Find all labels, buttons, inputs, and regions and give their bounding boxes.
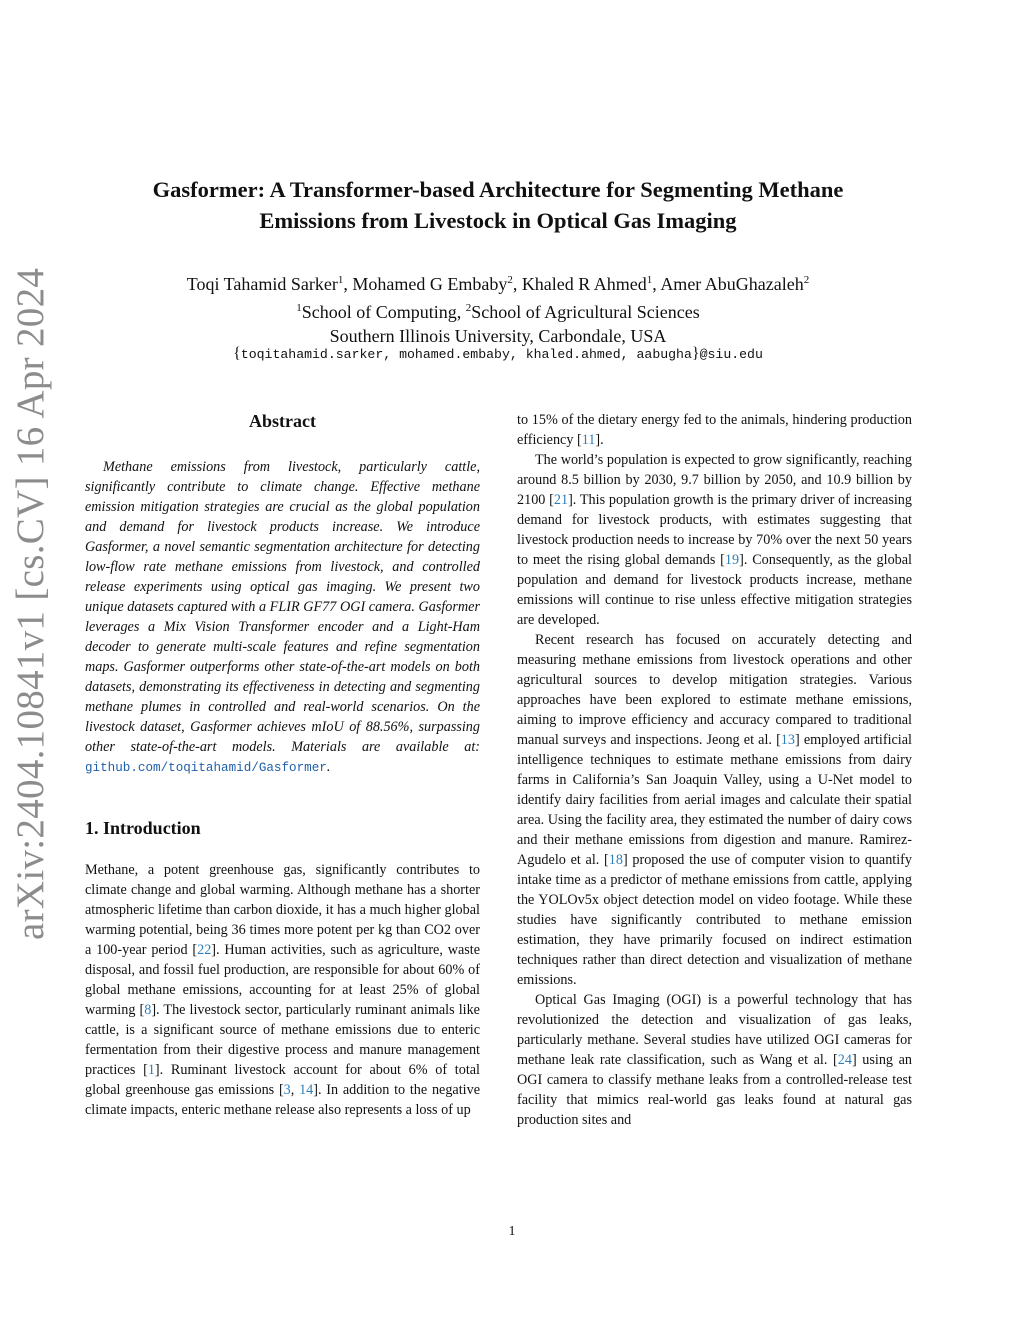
citation-link[interactable]: 19 [724,552,740,568]
text-run: , [290,1082,300,1098]
email-brace-open: { [233,345,241,362]
author-separator: , [512,274,522,294]
email-brace-close: } [691,345,700,362]
citation-link[interactable]: 18 [608,852,623,868]
author-name: Mohamed G Embaby [352,274,508,294]
title-line-1: Gasformer: A Transformer-based Architecture for Segmenting Methane [152,177,844,202]
text-run: ]. This population growth is the primary driver of increasing demand for livestock products, with estimates suggesting that livestock production needs to increase by 70% over the next 50 years to meet the rising global demands [ [517,492,912,568]
affiliation-marker: 2 [507,274,513,286]
text-run: Recent research has focused on accurately detecting and measuring methane emissions from livestock operations and other agricultural sources to develop mitigation strategies. Various approaches have been explored to estimate methane emissions, aiming to improve efficiency and accuracy compared to traditional manual surveys and inspections. Jeong et al. [ [517,632,912,748]
email-list: toqitahamid.sarker, mohamed.embaby, khaled.ahmed, aabugha [240,347,692,362]
author-block [88,268,908,348]
author-list [88,268,908,296]
affiliation-marker: 2 [803,274,810,286]
text-run: Methane, a potent greenhouse gas, significantly contributes to climate change and global warming. Although methane has a shorter atmospheric lifetime than carbon dioxide, it has a much higher global warming potential, being 36 times more potent per kg than CO2 over a 100-year period [ [85,862,480,958]
text-run: ]. In addition to the negative climate impacts, enteric methane release also represents a loss of up [85,1082,481,1118]
population-paragraph [517,450,912,630]
abstract-text [85,457,480,778]
page-number: 1 [508,1224,516,1239]
title-line-2: Emissions from Livestock in Optical Gas Imaging [259,208,737,233]
text-run: ] proposed the use of computer vision to quantify intake time as a predictor of methane emissions from cattle, applying the YOLOv5x object detection model on video footage. While these studies have significantly contributed to methane emission estimation, they have primarily focused on indirect estimation techniques rather than direct detection and visualization of methane emissions. [517,852,912,988]
left-column [85,408,480,1120]
text-run: ]. Human activities, such as agriculture, waste disposal, and fossil fuel production, are responsible for about 60% of global methane emissions, accounting for at least 25% of global warming [ [85,942,481,1018]
affiliation-school: School of Agricultural Sciences [471,302,700,322]
author-separator: , [652,274,661,294]
author-name: Khaled R Ahmed [521,274,647,294]
abstract-heading: Abstract [249,411,316,431]
continued-paragraph [517,410,912,450]
text-run: Optical Gas Imaging (OGI) is a powerful technology that has revolutionized the detection and visualization of gas leaks, particularly methane. Several studies have utilized OGI cameras for methane leak rate classification, such as Wang et al. [ [517,992,912,1068]
abstract-body-text: Methane emissions from livestock, particularly cattle, significantly contribute to climate change. Effective methane emission mitigation strategies are crucial as the global population and demand for livestock products increase. We introduce Gasformer, a novel semantic segmentation architecture for detecting low-flow rate methane emissions from livestock, and controlled release experiments using optical gas imaging. We present two unique datasets captured with a FLIR GF77 OGI camera. Gasformer leverages a Mix Vision Transformer encoder and a Light-Ham decoder to generate multi-scale features and refine segmentation maps. Gasformer outperforms other state-of-the-art models on both datasets, demonstrating its effectiveness in detecting and segmenting methane plumes in controlled and real-world scenarios. On the livestock dataset, Gasformer achieves mIoU of 88.56%, surpassing other state-of-the-art models. Materials are available at: [85,459,480,755]
text-run: The world’s population is expected to grow significantly, reaching around 8.5 billion by 2030, 9.7 billion by 2050, and 10.9 billion by 2100 [ [517,452,912,508]
email-domain: @siu.edu [699,347,763,362]
paper-title [88,174,908,236]
author-name: Toqi Tahamid Sarker [186,274,338,294]
author-separator: , [343,274,353,294]
citation-link[interactable]: 8 [144,1002,152,1018]
citation-link[interactable]: 1 [147,1062,155,1078]
citation-link[interactable]: 13 [780,732,795,748]
affiliation-university: Southern Illinois University, Carbondale, USA [329,326,667,346]
ogi-paragraph [517,990,912,1130]
section-heading-introduction: 1. Introduction [85,818,201,838]
research-paragraph [517,630,912,990]
citation-link[interactable]: 24 [837,1052,852,1068]
abstract-end-punct: . [326,759,331,775]
author-emails [88,345,908,364]
affiliation-marker: 1 [337,274,344,286]
citation-link[interactable]: 22 [197,942,212,958]
text-run: ] using an OGI camera to classify methane leaks from a controlled-release test facility that mimics real-world gas leaks found at natural gas production sites and [517,1052,912,1128]
affiliation-marker: 1 [296,302,302,314]
github-link[interactable]: github.com/toqitahamid/Gasformer [85,761,327,775]
intro-paragraph [85,860,480,1120]
text-run: to 15% of the dietary energy fed to the animals, hindering production efficiency [ [517,412,912,448]
affiliation-marker: 1 [646,274,653,286]
text-run: ] employed artificial intelligence techniques to estimate methane emissions from dairy farms in California’s San Joaquin Valley, using a U-Net model to identify dairy facilities from aerial images and calculate their spatial area. Using the facility area, they estimated the number of dairy cows and their methane emissions from digestion and manure. Ramirez-Agudelo et al. [ [517,732,912,868]
citation-link[interactable]: 11 [581,432,596,448]
text-run: ]. The livestock sector, particularly ruminant animals like cattle, is a significant source of methane emissions due to enteric fermentation from their digestive process and manure management practices [ [85,1002,480,1078]
affiliation-marker: 2 [465,302,472,314]
arxiv-identifier-stamp: arXiv:2404.10841v1 [cs.CV] 16 Apr 2024 [9,267,52,940]
citation-link[interactable]: 3 [283,1082,291,1098]
citation-link[interactable]: 21 [553,492,569,508]
text-run: ]. Consequently, as the global population and demand for livestock products increase, methane emissions will continue to rise unless effective mitigation strategies are developed. [517,552,912,628]
affiliation-schools [88,296,908,324]
affiliation-school: School of Computing, [301,302,466,322]
text-run: ]. Ruminant livestock account for about 6% of total global greenhouse gas emissions [ [85,1062,480,1098]
citation-link[interactable]: 14 [299,1082,314,1098]
right-column [517,410,912,1130]
author-name: Amer AbuGhazaleh [660,274,804,294]
text-run: ]. [595,432,604,448]
